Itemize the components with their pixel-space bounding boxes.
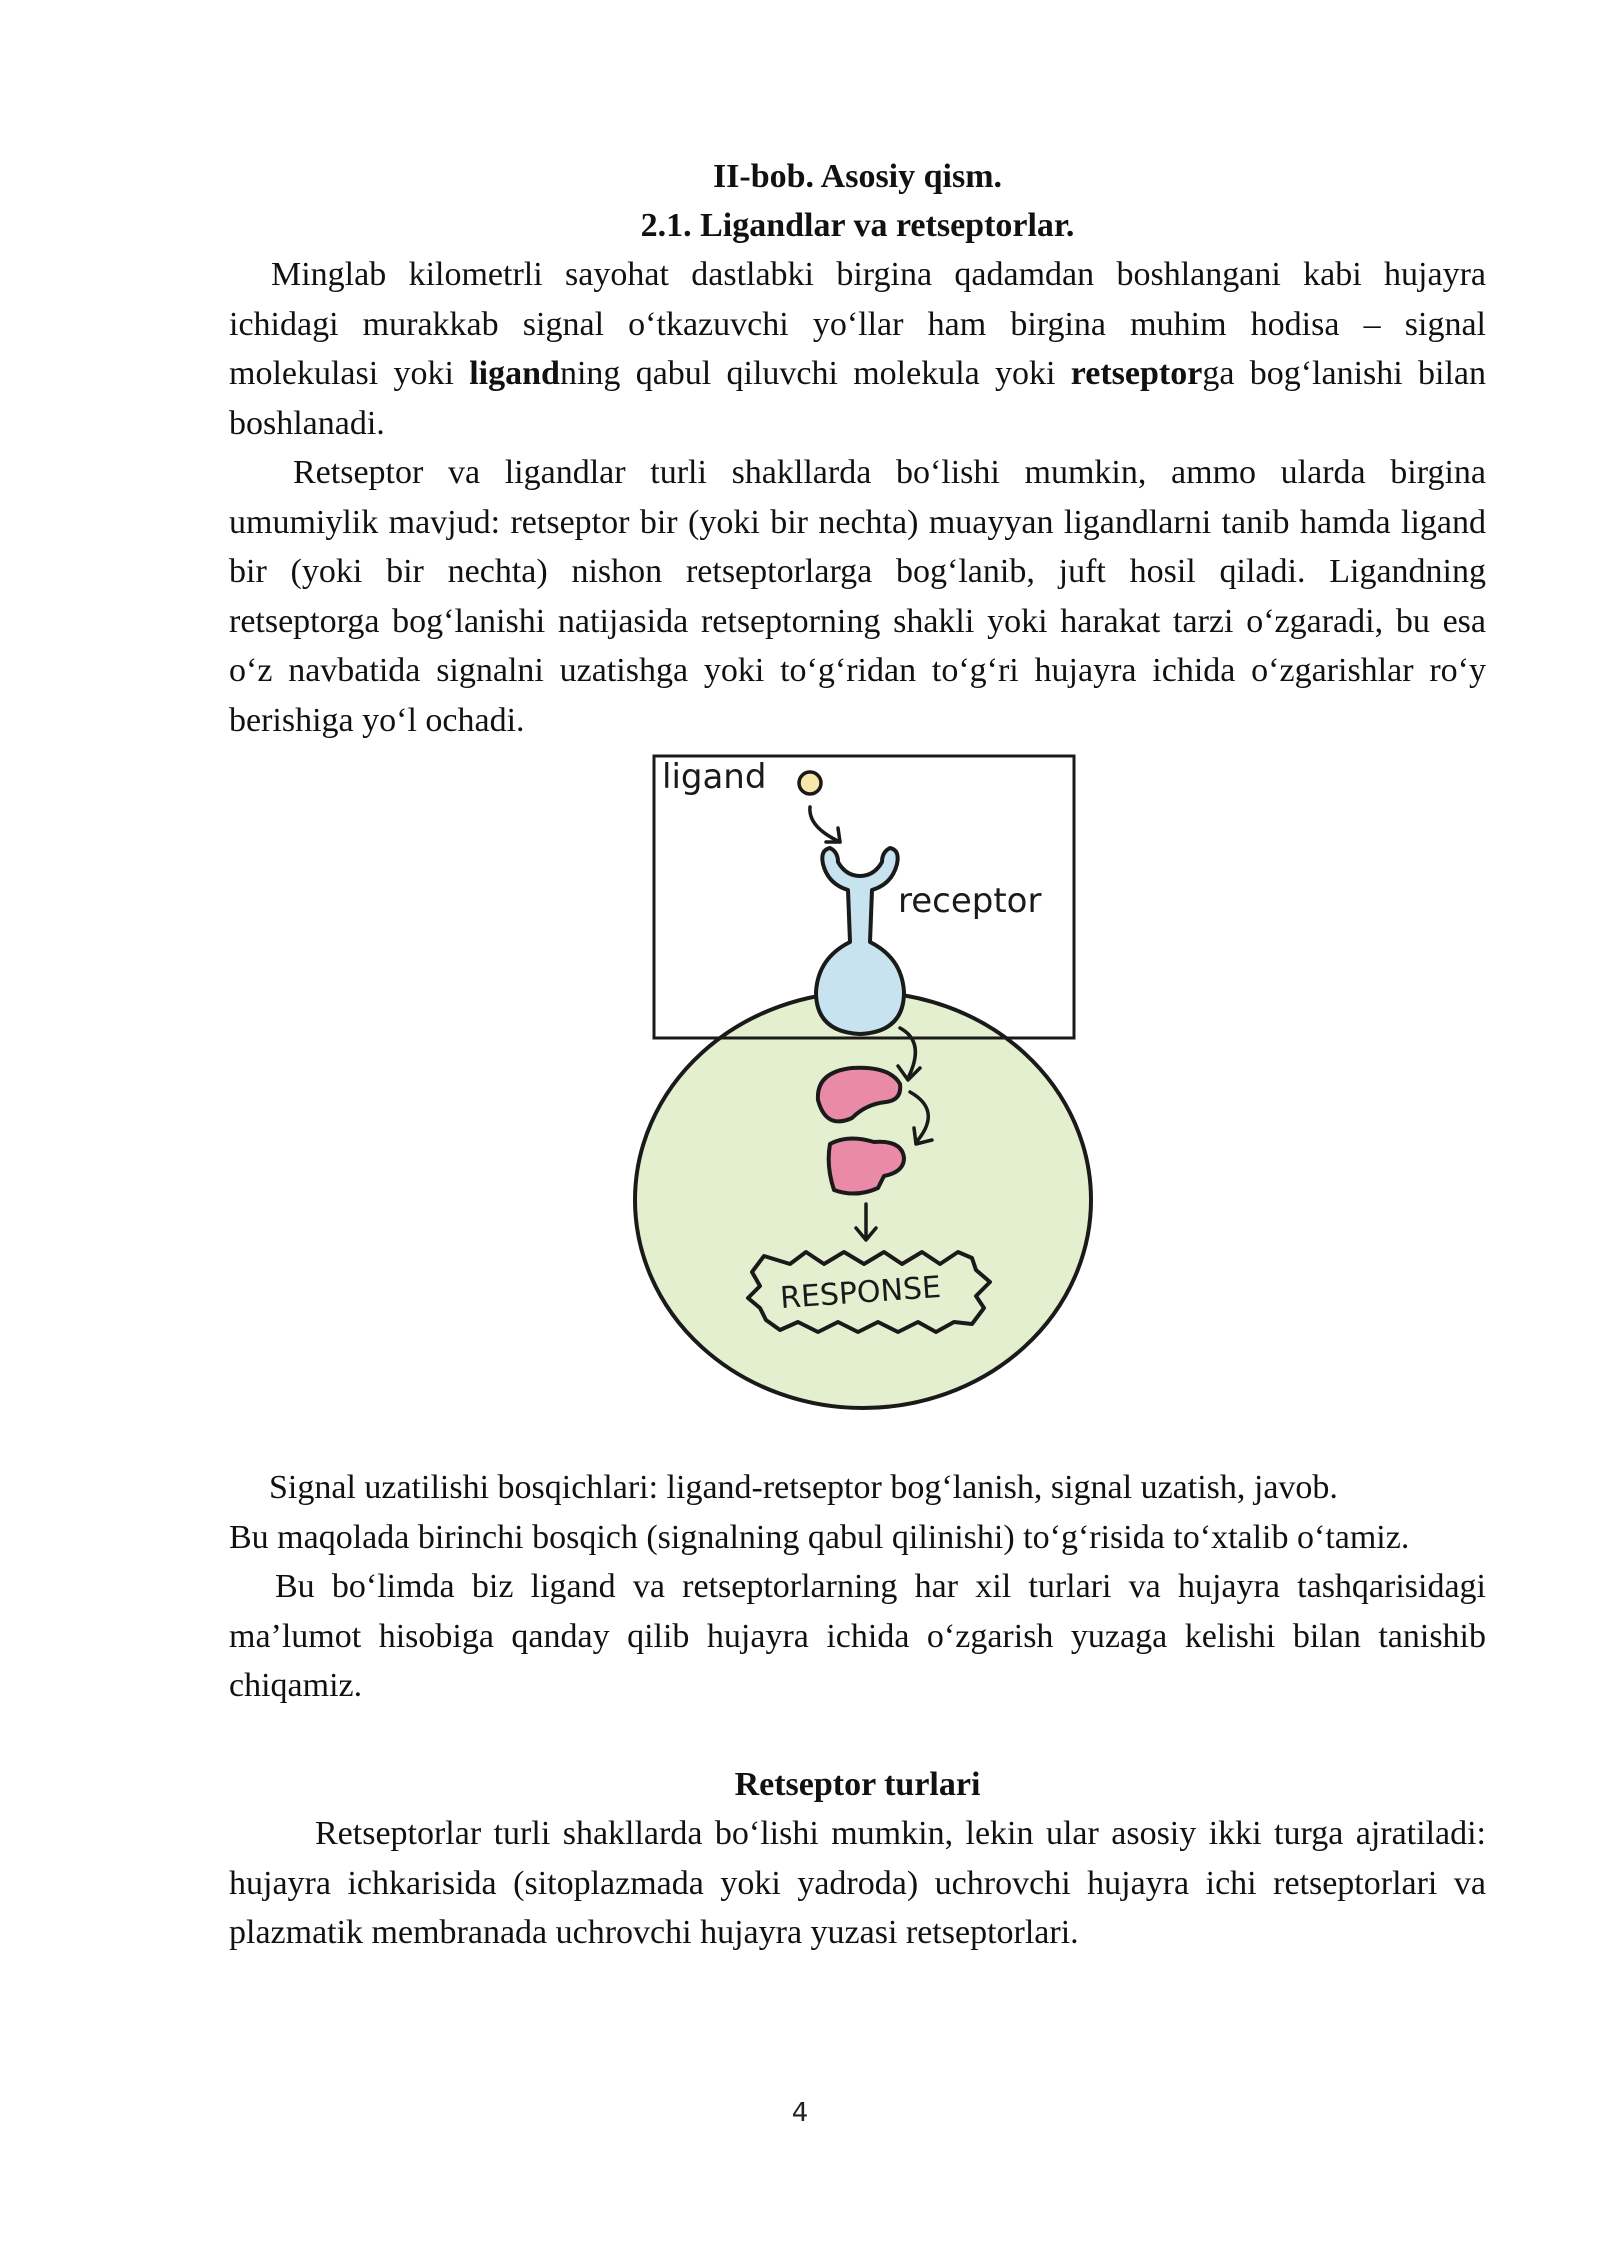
paragraph-3-line-1: Signal uzatilishi bosqichlari: ligand-retseptor bog‘lanish, signal uzatish, javob. bbox=[269, 1469, 1338, 1506]
subheading-receptor-types: Retseptor turlari bbox=[734, 1766, 981, 1803]
paragraph-1-text-b: ning qabul qiluvchi molekula yoki bbox=[559, 355, 1071, 392]
response-label: RESPONSE bbox=[779, 1269, 943, 1317]
paragraph-2: Retseptor va ligandlar turli shakllarda bo‘lishi mumkin, ammo ularda birgina umumiylik mavjud: retseptor bir (yoki bir nechta) muayyan ligandlarni tanib hamda ligand bir (yoki bir nechta) nishon retseptorlarga bog‘lanib, juft hosil qiladi. Ligandning retseptorga bog‘lanishi natijasida retseptorning shakli yoki harakat tarzi o‘zgaradi, bu esa o‘z navbatida signalni uzatishga yoki to‘g‘ridan to‘g‘ri hujayra ichida o‘zgarishlar ro‘y berishiga yo‘l ochadi. bbox=[229, 454, 1486, 739]
paragraph-1-text-c: ga bog‘lanishi bilan boshlanadi. bbox=[229, 355, 1486, 442]
ligand-receptor-figure bbox=[620, 752, 1120, 1410]
term-retseptor: retseptor bbox=[1070, 355, 1203, 392]
paragraph-4: Bu bo‘limda biz ligand va retseptorlarning har xil turlari va hujayra tashqarisidagi ma’lumot hisobiga qanday qilib hujayra ichida o‘zgarish yuzaga kelishi bilan tanishib chiqamiz. bbox=[229, 1568, 1486, 1704]
final-paragraph-block bbox=[229, 1809, 1486, 1958]
middle-paragraphs bbox=[229, 1463, 1486, 1711]
page-number: 4 bbox=[791, 2098, 809, 2128]
paragraph-1 bbox=[229, 250, 1486, 448]
term-ligand: ligand bbox=[469, 355, 560, 392]
arrow-ligand-to-receptor bbox=[810, 807, 840, 842]
cell-body bbox=[635, 992, 1091, 1408]
paragraph-3-continued: Bu maqolada birinchi bosqich (signalning qabul qilinishi) to‘g‘risida to‘xtalib o‘tamiz. bbox=[229, 1518, 1410, 1556]
ligand-circle bbox=[799, 772, 821, 794]
paragraph-1-text-a: Minglab kilometrli sayohat dastlabki birgina qadamdan boshlangani kabi hujayra ichidagi murakkab signal o‘tkazuvchi yo‘llar ham birgina muhim hodisa – signal molekulasi yoki bbox=[229, 256, 1486, 392]
intro-paragraphs bbox=[229, 250, 1486, 745]
chapter-title: II-bob. Asosiy qism. bbox=[712, 158, 1003, 195]
receptor-label: receptor bbox=[898, 881, 1042, 921]
section-title: 2.1. Ligandlar va retseptorlar. bbox=[640, 207, 1075, 244]
receptor-shape bbox=[816, 848, 904, 1034]
paragraph-5: Retseptorlar turli shakllarda bo‘lishi mumkin, lekin ular asosiy ikki turga ajratiladi: hujayra ichkarisida (sitoplazmada yoki yadroda) uchrovchi hujayra ichi retseptorlari va plazmatik membranada uchrovchi hujayra yuzasi retseptorlari. bbox=[229, 1815, 1486, 1951]
ligand-label: ligand bbox=[662, 757, 767, 797]
